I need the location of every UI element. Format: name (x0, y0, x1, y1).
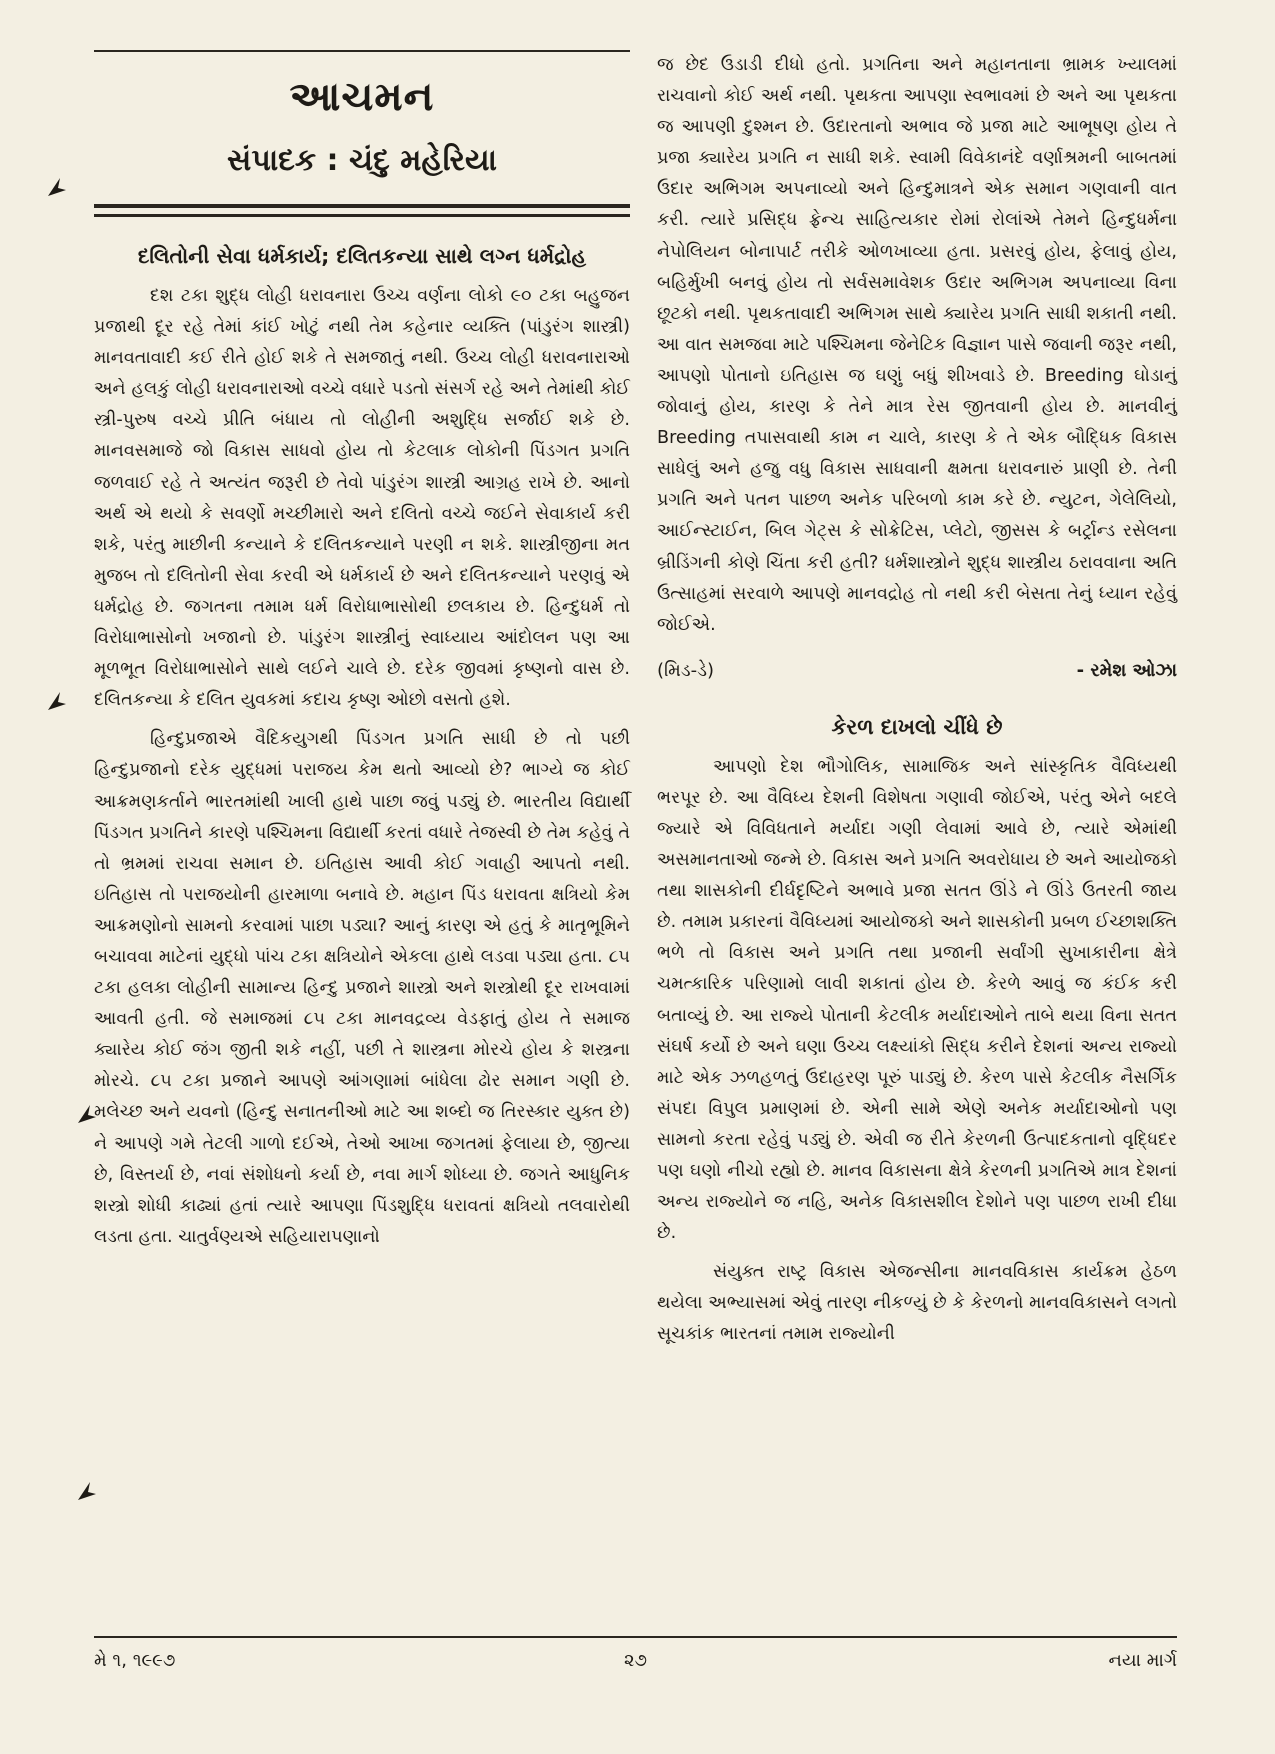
article2-heading: કેરળ દાખલો ચીંધે છે (831, 714, 1003, 739)
editor-line: સંપાદક : ચંદુ મહેરિયા (227, 143, 497, 178)
margin-mark-icon (76, 1103, 98, 1125)
margin-mark-icon (76, 1480, 98, 1502)
masthead-rule-thick (94, 204, 630, 208)
issue-date: મે ૧, ૧૯૯૭ (94, 1650, 176, 1671)
article1-author: - રમેશ ઓઝા (1076, 659, 1177, 681)
left-column (94, 50, 630, 1253)
article1-heading: દલિતોની સેવા ધર્મકાર્ય; દલિતકન્યા સાથે લગ્ન ધર્મદ્રોહ (137, 244, 587, 268)
masthead-rule-thin (94, 214, 630, 217)
section-title: આચમન (289, 74, 435, 120)
margin-mark-icon (46, 176, 68, 198)
top-rule (94, 50, 630, 52)
right-column (657, 50, 1177, 1351)
page-number: ૨૭ (623, 1650, 648, 1671)
publication-name: નયા માર્ગ (1108, 1650, 1177, 1671)
footer-rule (94, 1636, 1177, 1638)
article2-paragraph-1: આપણો દેશ ભૌગોલિક, સામાજિક અને સાંસ્કૃતિક વૈવિધ્યથી ભરપૂર છે. આ વૈવિધ્ય દેશની વિશેષતા ગણાવી જોઈએ, પરંતુ એને બદલે જ્યારે એ વિવિધતાને મર્યાદા ગણી લેવામાં આવે છે, ત્યારે એમાંથી અસમાનતાઓ જન્મે છે. વિકાસ અને પ્રગતિ અવરોધાય છે અને આયોજકો તથા શાસકોની દીર્ઘદૃષ્ટિને અભાવે પ્રજા સતત ઊંડે ને ઊંડે ઉતરતી જાય છે. તમામ પ્રકારનાં વૈવિધ્યમાં આયોજકો અને શાસકોની પ્રબળ ઈચ્છાશક્તિ ભળે તો વિકાસ અને પ્રગતિ તથા પ્રજાની સર્વાંગી સુખાકારીના ક્ષેત્રે ચમત્કારિક પરિણામો લાવી શકાતાં હોય છે. કેરળે આવું જ કંઈક કરી બતાવ્યું છે. આ રાજ્યે પોતાની કેટલીક મર્યાદાઓને તાબે થયા વિના સતત સંઘર્ષ કર્યો છે અને ઘણા ઉચ્ચ લક્ષ્યાંકો સિદ્ધ કરીને દેશનાં અન્ય રાજ્યો માટે એક ઝળહળતું ઉદાહરણ પૂરું પાડ્યું છે. કેરળ પાસે કેટલીક નૈસર્ગિક સંપદા વિપુલ પ્રમાણમાં છે. એની સામે એણે અનેક મર્યાદાઓનો પણ સામનો કરતા રહેવું પડ્યું છે. એવી જ રીતે કેરળની ઉત્પાદકતાનો વૃદ્ધિદર પણ ઘણો નીચો રહ્યો છે. માનવ વિકાસના ક્ષેત્રે કેરળની પ્રગતિએ માત્ર દેશનાં અન્ય રાજ્યોને જ નહિ, અનેક વિકાસશીલ દેશોને પણ પાછળ રાખી દીધા છે. (657, 756, 1177, 1244)
article1-source: (મિડ-ડે) (657, 659, 715, 681)
article2-paragraph-2: સંયુક્ત રાષ્ટ્ર વિકાસ એજન્સીના માનવવિકાસ કાર્યક્રમ હેઠળ થયેલા અભ્યાસમાં એવું તારણ નીકળ્યું છે કે કેરળનો માનવવિકાસને લગતો સૂચકાંક ભારતનાં તમામ રાજ્યોની (657, 1262, 1177, 1345)
article1-signature (657, 655, 1177, 686)
article1-paragraph-3: જ છેદ ઉડાડી દીધો હતો. પ્રગતિના અને મહાનતાના ભ્રામક ખ્યાલમાં રાચવાનો કોઈ અર્થ નથી. પૃથકતા આપણા સ્વભાવમાં છે અને આ પૃથકતા જ આપણી દુશ્મન છે. ઉદારતાનો અભાવ જે પ્રજા માટે આભૂષણ હોય તે પ્રજા ક્યારેય પ્રગતિ ન સાધી શકે. સ્વામી વિવેકાનંદે વર્ણાશ્રમની બાબતમાં ઉદાર અભિગમ અપનાવ્યો અને હિન્દુમાત્રને એક સમાન ગણવાની વાત કરી. ત્યારે પ્રસિદ્ધ ફ્રેન્ચ સાહિત્યકાર રોમાં રોલાંએ તેમને હિન્દુધર્મના નેપોલિયન બોનાપાર્ટ તરીકે ઓળખાવ્યા હતા. પ્રસરવું હોય, ફેલાવું હોય, બહિર્મુખી બનવું હોય તો સર્વસમાવેશક ઉદાર અભિગમ અપનાવ્યા વિના છૂટકો નથી. પૃથકતાવાદી અભિગમ સાથે ક્યારેય પ્રગતિ સાધી શકાતી નથી. આ વાત સમજવા માટે પશ્ચિમના જેનેટિક વિજ્ઞાન પાસે જવાની જરૂર નથી, આપણો પોતાનો ઇતિહાસ જ ઘણું બધું શીખવાડે છે. Breeding ઘોડાનું જોવાનું હોય, કારણ કે તેને માત્ર રેસ જીતવાની હોય છે. માનવીનું Breeding તપાસવાથી કામ ન ચાલે, કારણ કે તે એક બૌદ્ધિક વિકાસ સાધેલું અને હજુ વધુ વિકાસ સાધવાની ક્ષમતા ધરાવનારું પ્રાણી છે. તેની પ્રગતિ અને પતન પાછળ અનેક પરિબળો કામ કરે છે. ન્યુટન, ગેલેલિયો, આઈન્સ્ટાઈન, બિલ ગેટ્સ કે સોક્રેટિસ, પ્લેટો, જીસસ કે બર્ટ્રાન્ડ રસેલના બ્રીડિંગની કોણે ચિંતા કરી હતી? ધર્મશાસ્ત્રોને શુદ્ધ શાસ્ત્રીય ઠરાવવાના અતિ ઉત્સાહમાં સરવાળે આપણે માનવદ્રોહ તો નથી કરી બેસતા તેનું ધ્યાન રહેવું જોઈએ. (657, 55, 1177, 635)
article1-paragraph-2: હિન્દુપ્રજાએ વૈદિકયુગથી પિંડગત પ્રગતિ સાધી છે તો પછી હિન્દુપ્રજાનો દરેક યુદ્ધમાં પરાજય કેમ થતો આવ્યો છે? ભાગ્યે જ કોઈ આક્રમણકર્તાને ભારતમાંથી ખાલી હાથે પાછા જવું પડ્યું છે. ભારતીય વિદ્યાર્થી પિંડગત પ્રગતિને કારણે પશ્ચિમના વિદ્યાર્થી કરતાં વધારે તેજસ્વી છે તેમ કહેવું તે તો ભ્રમમાં રાચવા સમાન છે. ઇતિહાસ આવી કોઈ ગવાહી આપતો નથી. ઇતિહાસ તો પરાજયોની હારમાળા બનાવે છે. મહાન પિંડ ધરાવતા ક્ષત્રિયો કેમ આક્રમણોનો સામનો કરવામાં પાછા પડ્યા? આનું કારણ એ હતું કે માતૃભૂમિને બચાવવા માટેનાં યુદ્ધો પાંચ ટકા ક્ષત્રિયોને એકલા હાથે લડવા પડ્યા હતા. ૮૫ ટકા હલકા લોહીની સામાન્ય હિન્દુ પ્રજાને શાસ્ત્રો અને શસ્ત્રોથી દૂર રાખવામાં આવતી હતી. જે સમાજમાં ૮૫ ટકા માનવદ્રવ્ય વેડફાતું હોય તે સમાજ ક્યારેય કોઈ જંગ જીતી શકે નહીં, પછી તે શાસ્ત્રના મોરચે હોય કે શસ્ત્રના મોરચે. ૮૫ ટકા પ્રજાને આપણે આંગણામાં બાંધેલા ઢોર સમાન ગણી છે. મલેચ્છ અને યવનો (હિન્દુ સનાતનીઓ માટે આ શબ્દો જ તિરસ્કાર યુક્ત છે) ને આપણે ગમે તેટલી ગાળો દઈએ, તેઓ આખા જગતમાં ફેલાયા છે, જીત્યા છે, વિસ્તર્યા છે, નવાં સંશોધનો કર્યા છે, નવા માર્ગ શોધ્યા છે. જગતે આધુનિક શસ્ત્રો શોધી કાઢ્યાં હતાં ત્યારે આપણા પિંડશુદ્ધિ ધરાવતાં ક્ષત્રિયો તલવારોથી લડતા હતા. ચાતુર્વણ્યએ સહિયારાપણાનો (94, 729, 630, 1247)
page-footer (94, 1650, 1177, 1671)
margin-mark-icon (46, 690, 68, 712)
article1-paragraph-1: દશ ટકા શુદ્ધ લોહી ધરાવનારા ઉચ્ચ વર્ણના લોકો ૯૦ ટકા બહુજન પ્રજાથી દૂર રહે તેમાં કાંઈ ખોટું નથી તેમ કહેનાર વ્યક્તિ (પાંડુરંગ શાસ્ત્રી) માનવતાવાદી કઈ રીતે હોઈ શકે તે સમજાતું નથી. ઉચ્ચ લોહી ધરાવનારાઓ અને હલકું લોહી ધરાવનારાઓ વચ્ચે વધારે પડતો સંસર્ગ રહે અને તેમાંથી કોઈ સ્ત્રી-પુરુષ વચ્ચે પ્રીતિ બંધાય તો લોહીની અશુદ્ધિ સર્જાઈ શકે છે. માનવસમાજે જો વિકાસ સાધવો હોય તો કેટલાક લોકોની પિંડગત પ્રગતિ જળવાઈ રહે તે અત્યંત જરૂરી છે તેવો પાંડુરંગ શાસ્ત્રી આગ્રહ રાખે છે. આનો અર્થ એ થયો કે સવર્ણો મચ્છીમારો અને દલિતો વચ્ચે જઈને સેવાકાર્ય કરી શકે, પરંતુ માછીની કન્યાને કે દલિતકન્યાને પરણી ન શકે. શાસ્ત્રીજીના મત મુજબ તો દલિતોની સેવા કરવી એ ધર્મકાર્ય છે અને દલિતકન્યાને પરણવું એ ધર્મદ્રોહ છે. જગતના તમામ ધર્મ વિરોધાભાસોથી છલકાય છે. હિન્દુધર્મ તો વિરોધાભાસોનો ખજાનો છે. પાંડુરંગ શાસ્ત્રીનું સ્વાધ્યાય આંદોલન પણ આ મૂળભૂત વિરોધાભાસોને સાથે લઈને ચાલે છે. દરેક જીવમાં કૃષ્ણનો વાસ છે. દલિતકન્યા કે દલિત યુવકમાં કદાચ કૃષ્ણ ઓછો વસતો હશે. (94, 286, 630, 711)
